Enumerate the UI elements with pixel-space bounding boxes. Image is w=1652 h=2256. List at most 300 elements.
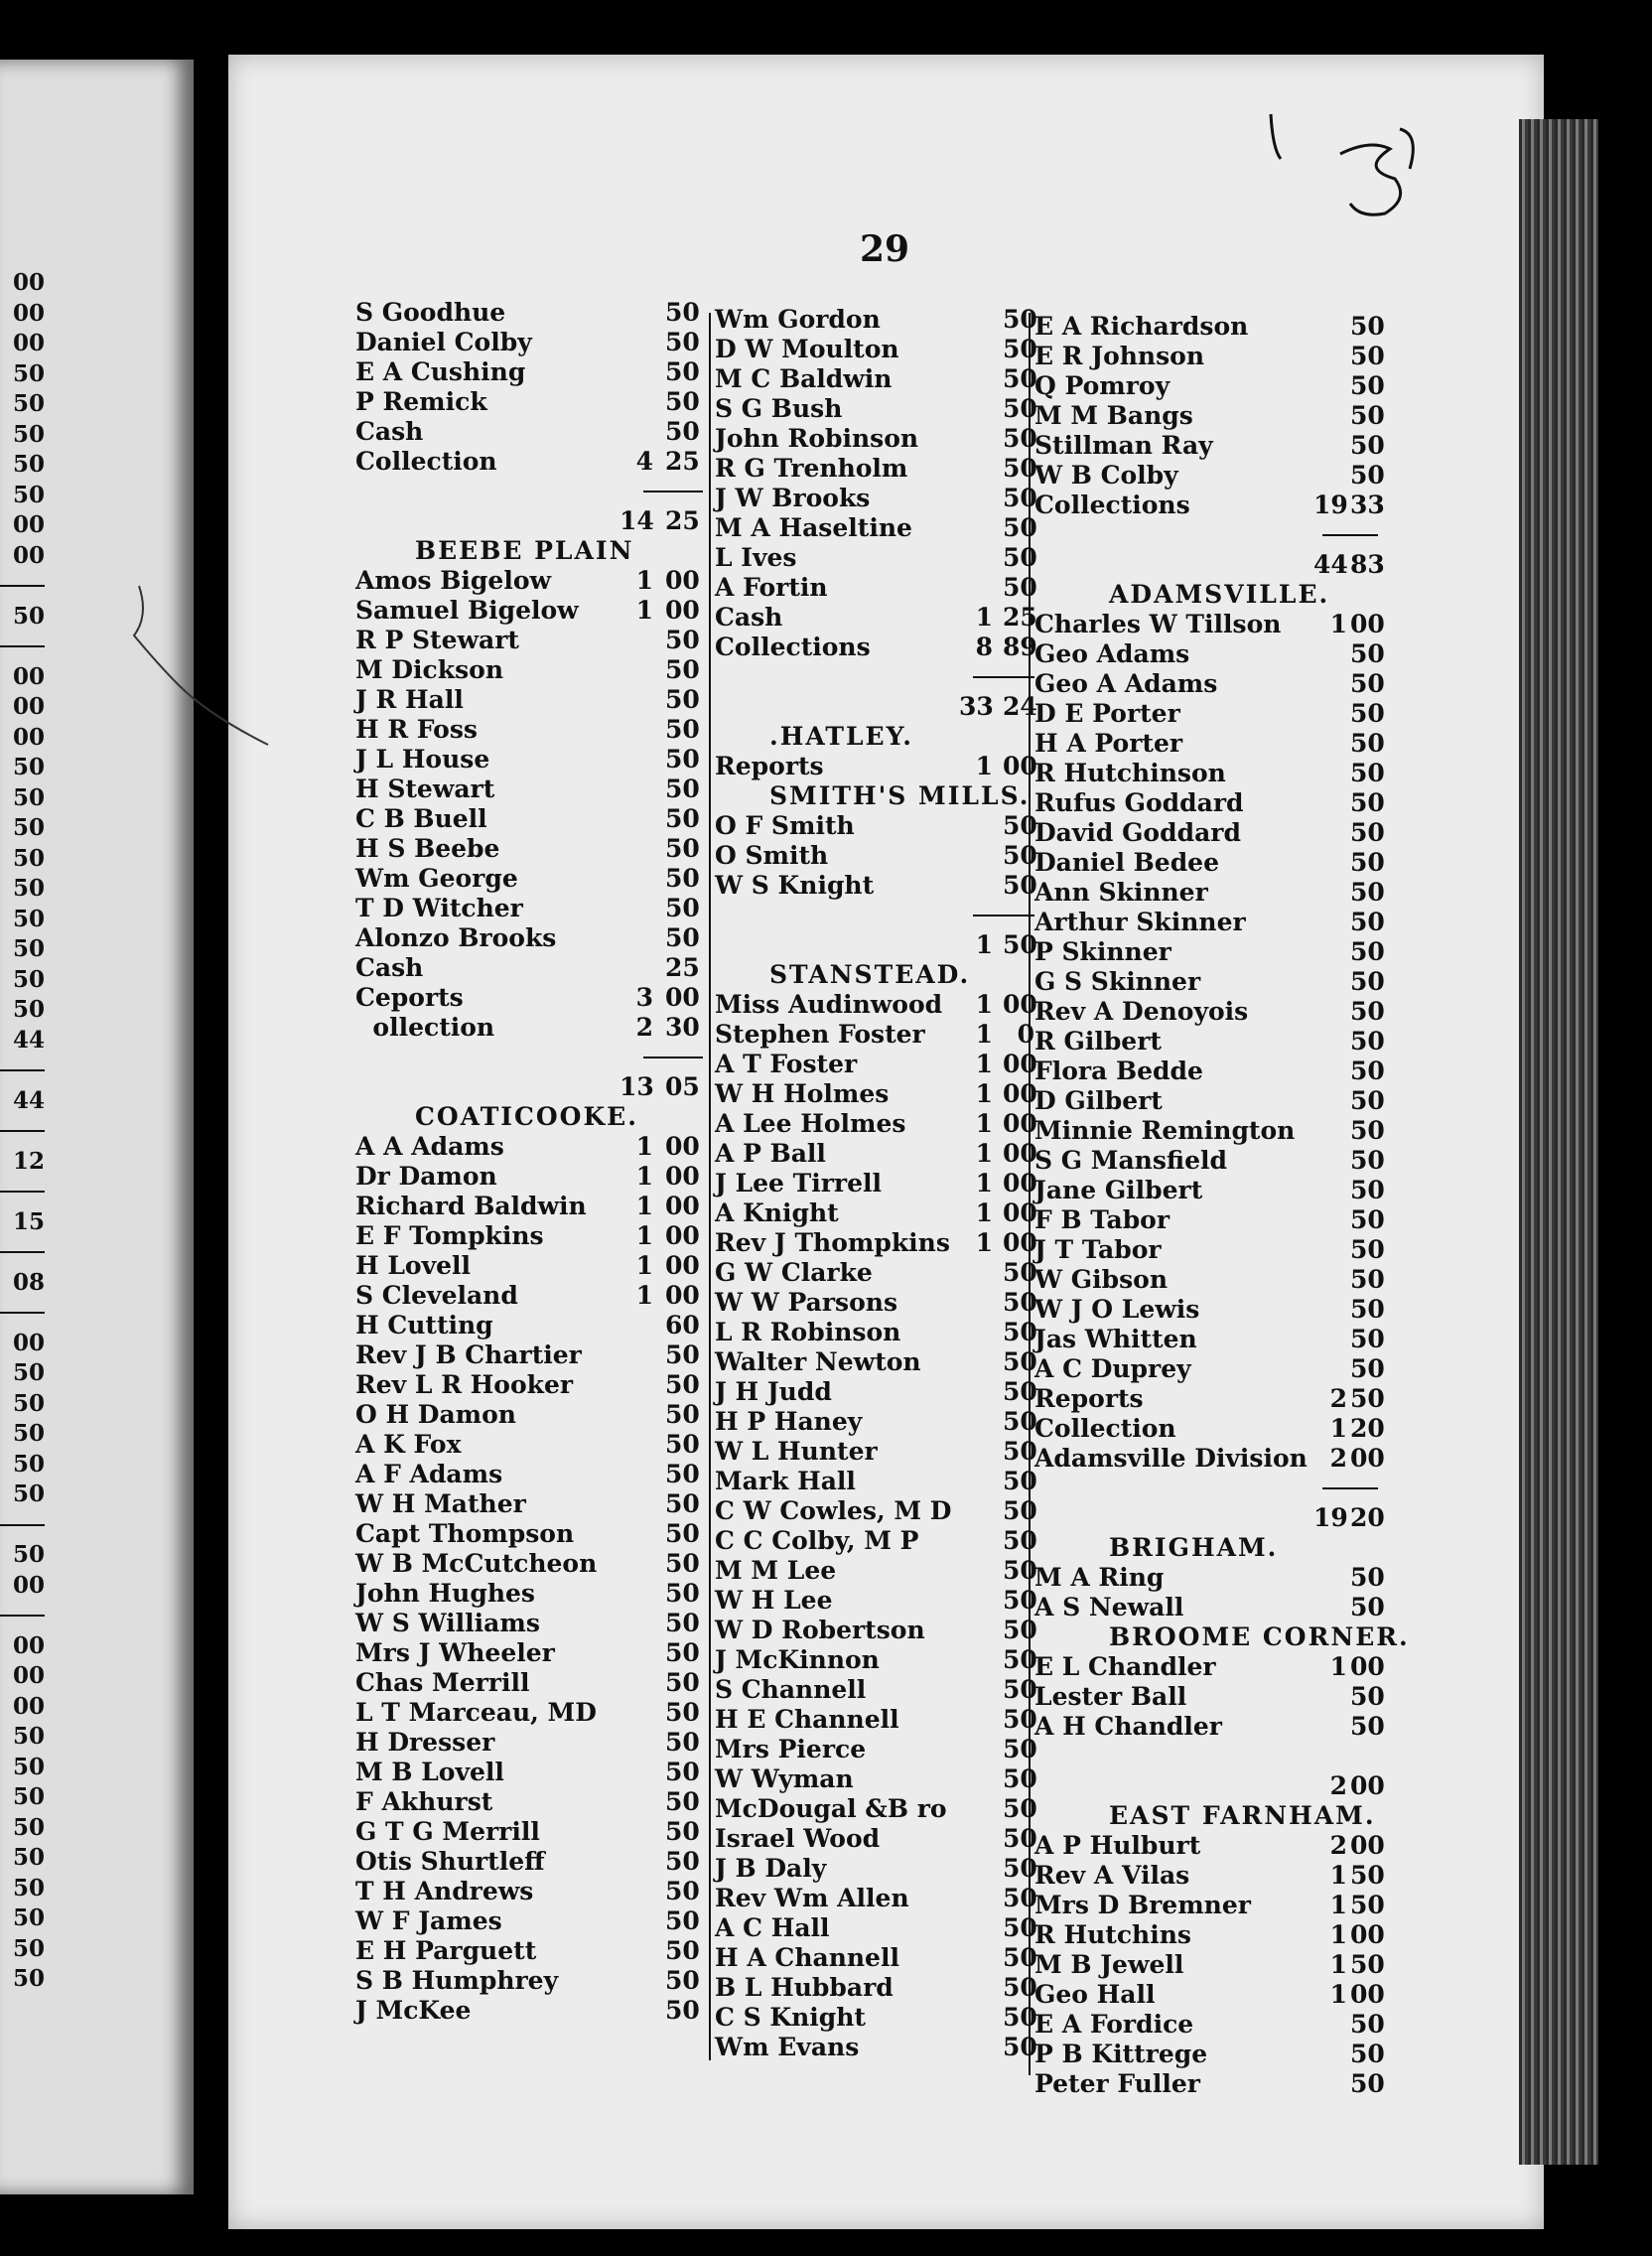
section-heading-text: BRIGHAM. bbox=[1109, 1533, 1279, 1562]
section-heading-text: ADAMSVILLE. bbox=[1109, 580, 1330, 609]
entry-name: W H Lee bbox=[715, 1586, 833, 1615]
left-amount: 00 bbox=[12, 723, 45, 751]
amount-cents: 50 bbox=[1350, 1384, 1385, 1413]
amount-cents: 00 bbox=[1003, 1079, 1037, 1108]
section-heading bbox=[1034, 1533, 1380, 1563]
entry-row bbox=[1034, 937, 1385, 967]
entry-name: A F Adams bbox=[355, 1460, 503, 1488]
amount-cents: 00 bbox=[1003, 990, 1037, 1019]
amount-cents: 50 bbox=[1350, 1354, 1385, 1383]
entry-name: Miss Audinwood bbox=[715, 990, 943, 1019]
amount-cents: 50 bbox=[665, 1877, 700, 1905]
amount-cents: 50 bbox=[665, 1340, 700, 1369]
entry-row bbox=[355, 1668, 705, 1698]
section-heading bbox=[715, 781, 1042, 811]
amount-dollars: 1 bbox=[975, 1169, 993, 1198]
amount-cents: 00 bbox=[1350, 1980, 1385, 2009]
entry-row bbox=[1034, 1057, 1385, 1086]
entry-name: Cash bbox=[715, 603, 783, 632]
entry-name: Cash bbox=[355, 953, 424, 982]
amount-cents: 50 bbox=[1003, 930, 1037, 959]
entry-name: A A Adams bbox=[355, 1132, 504, 1161]
entry-name: M C Baldwin bbox=[715, 364, 893, 393]
entry-row bbox=[355, 1936, 705, 1966]
entry-name: H A Porter bbox=[1034, 729, 1183, 758]
entry-name: Geo Hall bbox=[1034, 1980, 1156, 2009]
left-amount: 50 bbox=[12, 935, 45, 962]
amount-cents: 50 bbox=[1350, 967, 1385, 996]
amount-cents: 50 bbox=[1350, 1086, 1385, 1115]
entry-name: Alonzo Brooks bbox=[355, 923, 557, 952]
entry-row bbox=[1034, 1354, 1385, 1384]
entry-name: J T Tabor bbox=[1034, 1235, 1162, 1264]
entry-row bbox=[715, 1675, 1042, 1705]
amount-cents: 00 bbox=[1350, 1831, 1385, 1860]
amount-cents: 50 bbox=[1350, 1950, 1385, 1979]
amount-cents: 50 bbox=[665, 834, 700, 863]
amount-dollars: 1 bbox=[635, 1251, 653, 1280]
amount-dollars: 1 bbox=[975, 990, 993, 1019]
entry-row bbox=[1034, 1146, 1385, 1176]
amount-cents: 50 bbox=[1003, 1288, 1037, 1317]
amount-cents: 50 bbox=[1350, 1146, 1385, 1175]
entry-row bbox=[715, 1288, 1042, 1318]
left-rule bbox=[13, 571, 45, 602]
amount-cents: 50 bbox=[1003, 2033, 1037, 2061]
entry-row bbox=[715, 1943, 1042, 1973]
left-rule bbox=[13, 1601, 45, 1631]
entry-name: Minnie Remington bbox=[1034, 1116, 1296, 1145]
entry-name: Collections bbox=[1034, 491, 1190, 519]
entry-name: M M Bangs bbox=[1034, 401, 1193, 430]
entry-name: Wm Gordon bbox=[715, 305, 881, 334]
left-amount: 50 bbox=[12, 1844, 45, 1871]
amount-cents: 00 bbox=[665, 566, 700, 595]
amount-dollars: 1 bbox=[1329, 1861, 1347, 1890]
entry-name: Israel Wood bbox=[715, 1824, 881, 1853]
amount-cents: 50 bbox=[1003, 484, 1037, 512]
entry-row bbox=[715, 603, 1042, 633]
amount-cents: 50 bbox=[1003, 1645, 1037, 1674]
entry-name: E A Cushing bbox=[355, 357, 526, 386]
entry-name: John Hughes bbox=[355, 1579, 535, 1608]
entry-row bbox=[355, 1638, 705, 1668]
entry-row bbox=[355, 1400, 705, 1430]
entry-row bbox=[355, 804, 705, 834]
section-heading bbox=[355, 1102, 705, 1132]
left-amount: 00 bbox=[12, 541, 45, 569]
entry-name: Rev A Denoyois bbox=[1034, 997, 1249, 1026]
amount-dollars: 1 bbox=[1329, 1652, 1347, 1681]
amount-cents: 00 bbox=[665, 1162, 700, 1191]
entry-name: M Dickson bbox=[355, 655, 504, 684]
left-amount: 00 bbox=[12, 693, 45, 720]
entry-name: Dr Damon bbox=[355, 1162, 497, 1191]
entry-name: Ceports bbox=[355, 983, 464, 1012]
left-rule bbox=[13, 1510, 45, 1541]
entry-row bbox=[1034, 1295, 1385, 1325]
entry-row bbox=[355, 1847, 705, 1877]
entry-row bbox=[715, 1347, 1042, 1377]
amount-cents: 50 bbox=[665, 1668, 700, 1697]
amount-cents: 50 bbox=[1003, 1675, 1037, 1704]
entry-name: G T G Merrill bbox=[355, 1817, 540, 1846]
entry-name: W W Parsons bbox=[715, 1288, 898, 1317]
entry-row bbox=[355, 1370, 705, 1400]
column-divider-1 bbox=[709, 313, 711, 2060]
entry-name: Stephen Foster bbox=[715, 1020, 925, 1049]
amount-cents: 50 bbox=[1350, 788, 1385, 817]
entry-row bbox=[1034, 1235, 1385, 1265]
amount-dollars: 1 bbox=[635, 1132, 653, 1161]
entry-name: Jas Whitten bbox=[1034, 1325, 1197, 1353]
entry-name: H P Haney bbox=[715, 1407, 863, 1436]
entry-row bbox=[1034, 1682, 1385, 1712]
left-amount: 00 bbox=[12, 330, 45, 356]
amount-cents: 50 bbox=[1003, 811, 1037, 840]
entry-row bbox=[715, 1437, 1042, 1467]
amount-cents: 50 bbox=[1003, 1943, 1037, 1972]
amount-cents: 50 bbox=[1003, 1973, 1037, 2002]
entry-row bbox=[1034, 2069, 1385, 2099]
entry-row bbox=[1034, 1027, 1385, 1057]
amount-cents: 50 bbox=[665, 1758, 700, 1786]
amount-dollars: 44 bbox=[1313, 550, 1348, 579]
left-amount: 50 bbox=[12, 1813, 45, 1841]
left-page bbox=[0, 60, 194, 2194]
entry-row bbox=[1034, 1205, 1385, 1235]
amount-cents: 50 bbox=[1003, 1318, 1037, 1346]
entry-row bbox=[1034, 848, 1385, 878]
amount-cents: 50 bbox=[1003, 1913, 1037, 1942]
amount-cents: 00 bbox=[665, 1132, 700, 1161]
total-row bbox=[715, 930, 1042, 960]
entry-row bbox=[715, 1973, 1042, 2003]
amount-cents: 00 bbox=[1003, 1139, 1037, 1168]
entry-row bbox=[1034, 401, 1385, 431]
left-amount: 50 bbox=[12, 814, 45, 841]
entry-row bbox=[1034, 2010, 1385, 2040]
left-rule bbox=[13, 1056, 45, 1086]
amount-dollars: 3 bbox=[635, 983, 653, 1012]
entry-name: W D Robertson bbox=[715, 1616, 925, 1644]
column-3 bbox=[1034, 312, 1410, 2099]
entry-name: Reports bbox=[715, 752, 824, 780]
entry-name: Rev A Vilas bbox=[1034, 1861, 1190, 1890]
entry-name: J W Brooks bbox=[715, 484, 871, 512]
amount-cents: 50 bbox=[665, 894, 700, 922]
amount-dollars: 19 bbox=[1313, 1503, 1348, 1532]
amount-cents: 50 bbox=[665, 1638, 700, 1667]
entry-row bbox=[1034, 908, 1385, 937]
entry-row bbox=[1034, 639, 1385, 669]
entry-row bbox=[355, 357, 705, 387]
amount-cents: 50 bbox=[1350, 1891, 1385, 1919]
amount-cents: 50 bbox=[665, 1430, 700, 1459]
amount-cents: 50 bbox=[1350, 1325, 1385, 1353]
entry-name: R Hutchinson bbox=[1034, 759, 1226, 787]
entry-row bbox=[715, 1258, 1042, 1288]
amount-cents: 50 bbox=[1350, 729, 1385, 758]
amount-cents: 50 bbox=[665, 775, 700, 803]
amount-cents: 00 bbox=[665, 596, 700, 625]
entry-name: G S Skinner bbox=[1034, 967, 1201, 996]
amount-cents: 50 bbox=[1003, 573, 1037, 602]
entry-row bbox=[715, 871, 1042, 901]
entry-row bbox=[715, 2003, 1042, 2033]
entry-row bbox=[1034, 1712, 1385, 1742]
left-amount: 00 bbox=[12, 511, 45, 538]
entry-row bbox=[715, 1556, 1042, 1586]
entry-name: A T Foster bbox=[715, 1050, 858, 1078]
left-amount: 15 bbox=[12, 1207, 45, 1235]
amount-dollars: 1 bbox=[975, 1050, 993, 1078]
amount-cents: 50 bbox=[1350, 908, 1385, 936]
entry-name: Arthur Skinner bbox=[1034, 908, 1246, 936]
amount-cents: 50 bbox=[1350, 1176, 1385, 1204]
entry-name: E A Fordice bbox=[1034, 2010, 1194, 2039]
amount-cents: 00 bbox=[1350, 1920, 1385, 1949]
entry-name: A Fortin bbox=[715, 573, 828, 602]
entry-row bbox=[355, 775, 705, 804]
left-amount: 50 bbox=[12, 1904, 45, 1931]
amount-cents: 50 bbox=[1350, 1682, 1385, 1711]
amount-dollars: 1 bbox=[635, 1162, 653, 1191]
amount-cents: 50 bbox=[1003, 1735, 1037, 1763]
entry-row bbox=[355, 715, 705, 745]
entry-row bbox=[355, 953, 705, 983]
entry-row bbox=[355, 1489, 705, 1519]
left-amount: 50 bbox=[12, 1783, 45, 1810]
entry-name: O F Smith bbox=[715, 811, 855, 840]
sum-rule bbox=[715, 662, 1042, 692]
left-amount: 50 bbox=[12, 602, 45, 630]
entry-name: Cash bbox=[355, 417, 424, 446]
amount-cents: 50 bbox=[1003, 1794, 1037, 1823]
entry-row bbox=[1034, 1384, 1385, 1414]
section-heading-text: COATICOOKE. bbox=[415, 1102, 638, 1131]
entry-row bbox=[715, 1913, 1042, 1943]
amount-cents: 50 bbox=[1350, 669, 1385, 698]
entry-row bbox=[355, 1579, 705, 1609]
amount-cents: 00 bbox=[1350, 610, 1385, 638]
entry-row bbox=[355, 1162, 705, 1192]
entry-name: C W Cowles, M D bbox=[715, 1496, 952, 1525]
amount-cents: 50 bbox=[665, 357, 700, 386]
entry-name: G W Clarke bbox=[715, 1258, 873, 1287]
entry-name: T D Witcher bbox=[355, 894, 523, 922]
entry-name: A H Chandler bbox=[1034, 1712, 1222, 1741]
entry-row bbox=[1034, 1116, 1385, 1146]
entry-name: McDougal &B ro bbox=[715, 1794, 947, 1823]
entry-row bbox=[1034, 967, 1385, 997]
amount-dollars: 1 bbox=[1329, 1980, 1347, 2009]
amount-dollars: 13 bbox=[620, 1072, 654, 1101]
entry-name: P B Kittrege bbox=[1034, 2040, 1208, 2068]
entry-row bbox=[715, 2033, 1042, 2062]
amount-cents: 50 bbox=[1003, 394, 1037, 423]
amount-cents: 00 bbox=[665, 1221, 700, 1250]
amount-dollars: 2 bbox=[1329, 1771, 1347, 1800]
amount-cents: 00 bbox=[1003, 1050, 1037, 1078]
entry-row bbox=[715, 811, 1042, 841]
entry-row bbox=[355, 655, 705, 685]
left-amount: 50 bbox=[12, 754, 45, 780]
total-row bbox=[1034, 1771, 1385, 1801]
entry-row bbox=[1034, 1176, 1385, 1205]
entry-row bbox=[1034, 1444, 1385, 1474]
amount-cents: 00 bbox=[1003, 752, 1037, 780]
entry-row bbox=[1034, 1414, 1385, 1444]
amount-cents: 50 bbox=[1350, 1563, 1385, 1592]
entry-name: Walter Newton bbox=[715, 1347, 921, 1376]
entry-row bbox=[1034, 371, 1385, 401]
rule-line bbox=[643, 1057, 703, 1058]
page-number: 29 bbox=[860, 228, 910, 270]
amount-cents: 60 bbox=[665, 1311, 700, 1340]
amount-cents: 50 bbox=[1350, 1712, 1385, 1741]
amount-cents: 50 bbox=[1350, 2069, 1385, 2098]
entry-name: F Akhurst bbox=[355, 1787, 493, 1816]
entry-row bbox=[355, 983, 705, 1013]
entry-name: M A Haseltine bbox=[715, 513, 912, 542]
left-amount: 50 bbox=[12, 1934, 45, 1962]
amount-cents: 50 bbox=[665, 1400, 700, 1429]
left-amount: 00 bbox=[12, 662, 45, 690]
entry-row bbox=[1034, 1325, 1385, 1354]
entry-name: O H Damon bbox=[355, 1400, 516, 1429]
entry-name: W B Colby bbox=[1034, 461, 1178, 490]
amount-cents: 50 bbox=[1350, 312, 1385, 341]
section-heading bbox=[1034, 580, 1380, 610]
left-amount: 00 bbox=[12, 1692, 45, 1720]
section-heading-text: BEEBE PLAIN bbox=[415, 536, 634, 565]
entry-row bbox=[355, 1787, 705, 1817]
entry-name: Lester Ball bbox=[1034, 1682, 1187, 1711]
entry-row bbox=[715, 1377, 1042, 1407]
section-heading-text: .HATLEY. bbox=[769, 722, 913, 751]
left-amount: 50 bbox=[12, 996, 45, 1023]
left-amount: 00 bbox=[12, 1631, 45, 1659]
total-row bbox=[355, 506, 705, 536]
entry-name: M M Lee bbox=[715, 1556, 837, 1585]
left-amount: 00 bbox=[12, 299, 45, 327]
entry-name: Wm Evans bbox=[715, 2033, 860, 2061]
entry-name: Rufus Goddard bbox=[1034, 788, 1244, 817]
entry-name: R P Stewart bbox=[355, 626, 519, 654]
left-amount: 50 bbox=[12, 1723, 45, 1750]
entry-row bbox=[715, 1764, 1042, 1794]
entry-row bbox=[355, 1340, 705, 1370]
amount-cents: 50 bbox=[1003, 1407, 1037, 1436]
amount-cents: 89 bbox=[1003, 633, 1037, 661]
amount-cents: 50 bbox=[1003, 424, 1037, 453]
entry-row bbox=[1034, 312, 1385, 342]
amount-cents: 50 bbox=[1350, 1861, 1385, 1890]
amount-cents: 50 bbox=[665, 1996, 700, 2025]
entry-name: Wm George bbox=[355, 864, 518, 893]
amount-cents: 25 bbox=[1003, 603, 1037, 632]
entry-name: Rev J Thompkins bbox=[715, 1228, 950, 1257]
entry-row bbox=[1034, 1920, 1385, 1950]
entry-name: S Channell bbox=[715, 1675, 867, 1704]
left-amount: 44 bbox=[12, 1026, 45, 1054]
amount-cents: 83 bbox=[1350, 550, 1385, 579]
entry-row bbox=[715, 513, 1042, 543]
amount-cents: 50 bbox=[665, 1847, 700, 1876]
entry-name: J L House bbox=[355, 745, 490, 774]
amount-dollars: 1 bbox=[975, 1228, 993, 1257]
amount-cents: 50 bbox=[1350, 401, 1385, 430]
entry-name: Reports bbox=[1034, 1384, 1144, 1413]
entry-row bbox=[355, 745, 705, 775]
amount-dollars: 1 bbox=[975, 1020, 993, 1049]
amount-dollars: 1 bbox=[975, 930, 993, 959]
left-rule bbox=[13, 1177, 45, 1207]
amount-cents: 50 bbox=[665, 1609, 700, 1637]
amount-cents: 00 bbox=[665, 983, 700, 1012]
entry-row bbox=[1034, 997, 1385, 1027]
entry-row bbox=[355, 566, 705, 596]
amount-dollars: 1 bbox=[975, 1109, 993, 1138]
amount-cents: 50 bbox=[1003, 1526, 1037, 1555]
entry-name: E L Chandler bbox=[1034, 1652, 1216, 1681]
rule-line bbox=[973, 915, 1034, 916]
entry-name: Adamsville Division bbox=[1034, 1444, 1308, 1473]
entry-name: Mrs Pierce bbox=[715, 1735, 867, 1763]
total-row bbox=[1034, 550, 1385, 580]
amount-cents: 50 bbox=[1003, 1496, 1037, 1525]
amount-cents: 20 bbox=[1350, 1414, 1385, 1443]
amount-cents: 50 bbox=[1350, 2010, 1385, 2039]
entry-name: W F James bbox=[355, 1906, 502, 1935]
amount-dollars: 19 bbox=[1313, 491, 1348, 519]
rule-line bbox=[973, 676, 1034, 678]
entry-name: W B McCutcheon bbox=[355, 1549, 598, 1578]
amount-dollars: 1 bbox=[1329, 1891, 1347, 1919]
left-amount: 50 bbox=[12, 359, 45, 387]
amount-dollars: 33 bbox=[959, 692, 994, 721]
amount-cents: 50 bbox=[1350, 848, 1385, 877]
amount-cents: 20 bbox=[1350, 1503, 1385, 1532]
amount-cents: 50 bbox=[1003, 305, 1037, 334]
amount-cents: 00 bbox=[1350, 1771, 1385, 1800]
amount-cents: 50 bbox=[665, 298, 700, 327]
entry-name: D W Moulton bbox=[715, 335, 899, 363]
entry-name: S G Bush bbox=[715, 394, 843, 423]
column-2 bbox=[715, 305, 1042, 2062]
entry-name: W S Knight bbox=[715, 871, 875, 900]
entry-name: A K Fox bbox=[355, 1430, 462, 1459]
entry-name: John Robinson bbox=[715, 424, 919, 453]
entry-row bbox=[715, 1735, 1042, 1764]
entry-name: W J O Lewis bbox=[1034, 1295, 1200, 1324]
entry-name: Collection bbox=[355, 447, 497, 476]
left-amount: 44 bbox=[12, 1086, 45, 1114]
entry-row bbox=[355, 1966, 705, 1996]
amount-cents: 50 bbox=[1003, 841, 1037, 870]
entry-name: J McKinnon bbox=[715, 1645, 880, 1674]
entry-name: Ann Skinner bbox=[1034, 878, 1208, 907]
entry-row bbox=[715, 394, 1042, 424]
amount-cents: 50 bbox=[1003, 1764, 1037, 1793]
left-page-amounts bbox=[13, 268, 45, 1995]
entry-row bbox=[715, 1884, 1042, 1913]
left-amount: 50 bbox=[12, 1965, 45, 1992]
sum-rule bbox=[715, 901, 1042, 930]
entry-row bbox=[355, 1281, 705, 1311]
entry-name: H S Beebe bbox=[355, 834, 500, 863]
